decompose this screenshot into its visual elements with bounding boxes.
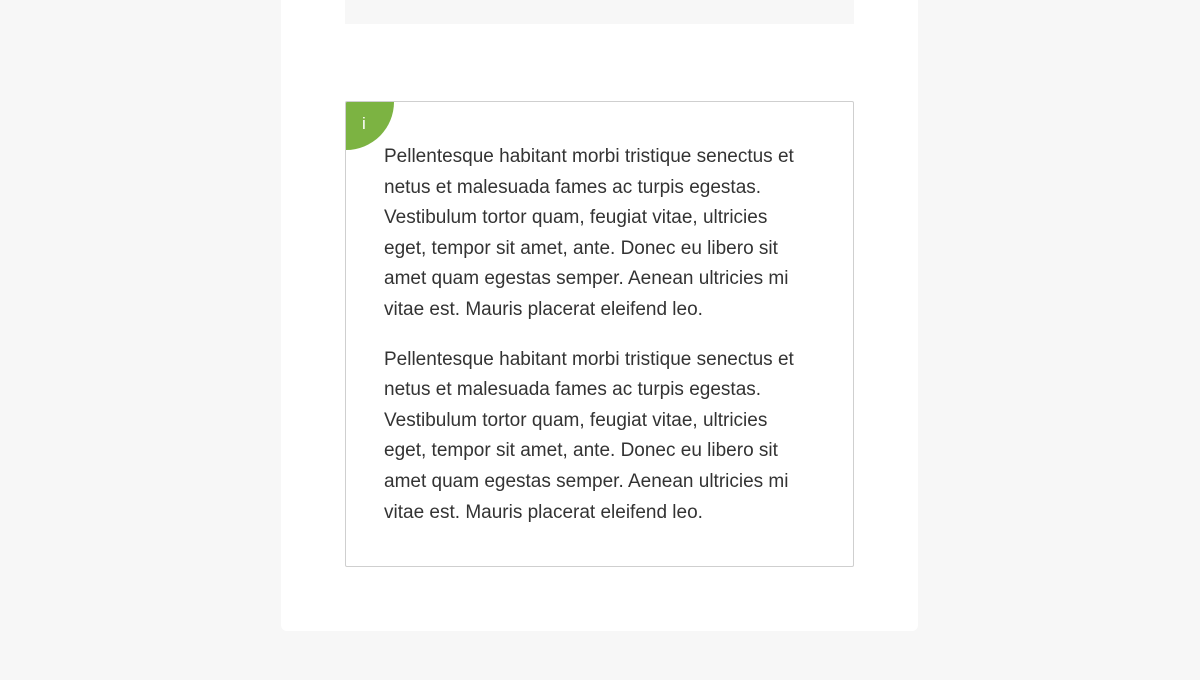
info-paragraph-2: Pellentesque habitant morbi tristique senectus et netus et malesuada fames ac turpis egestas. Vestibulum tortor quam, feugiat vitae, ultricies eget, tempor sit amet, ante. Donec eu libero sit amet quam egestas semper. Aenean ultricies mi vitae est. Mauris placerat eleifend leo. [384,348,794,523]
info-icon-letter: i [362,114,366,133]
top-content-block [345,0,854,24]
info-body [384,142,814,547]
info-box [345,101,854,567]
page-card [281,0,918,631]
info-paragraph-1: Pellentesque habitant morbi tristique senectus et netus et malesuada fames ac turpis egestas. Vestibulum tortor quam, feugiat vitae, ultricies eget, tempor sit amet, ante. Donec eu libero sit amet quam egestas semper. Aenean ultricies mi vitae est. Mauris placerat eleifend leo. [384,146,794,320]
